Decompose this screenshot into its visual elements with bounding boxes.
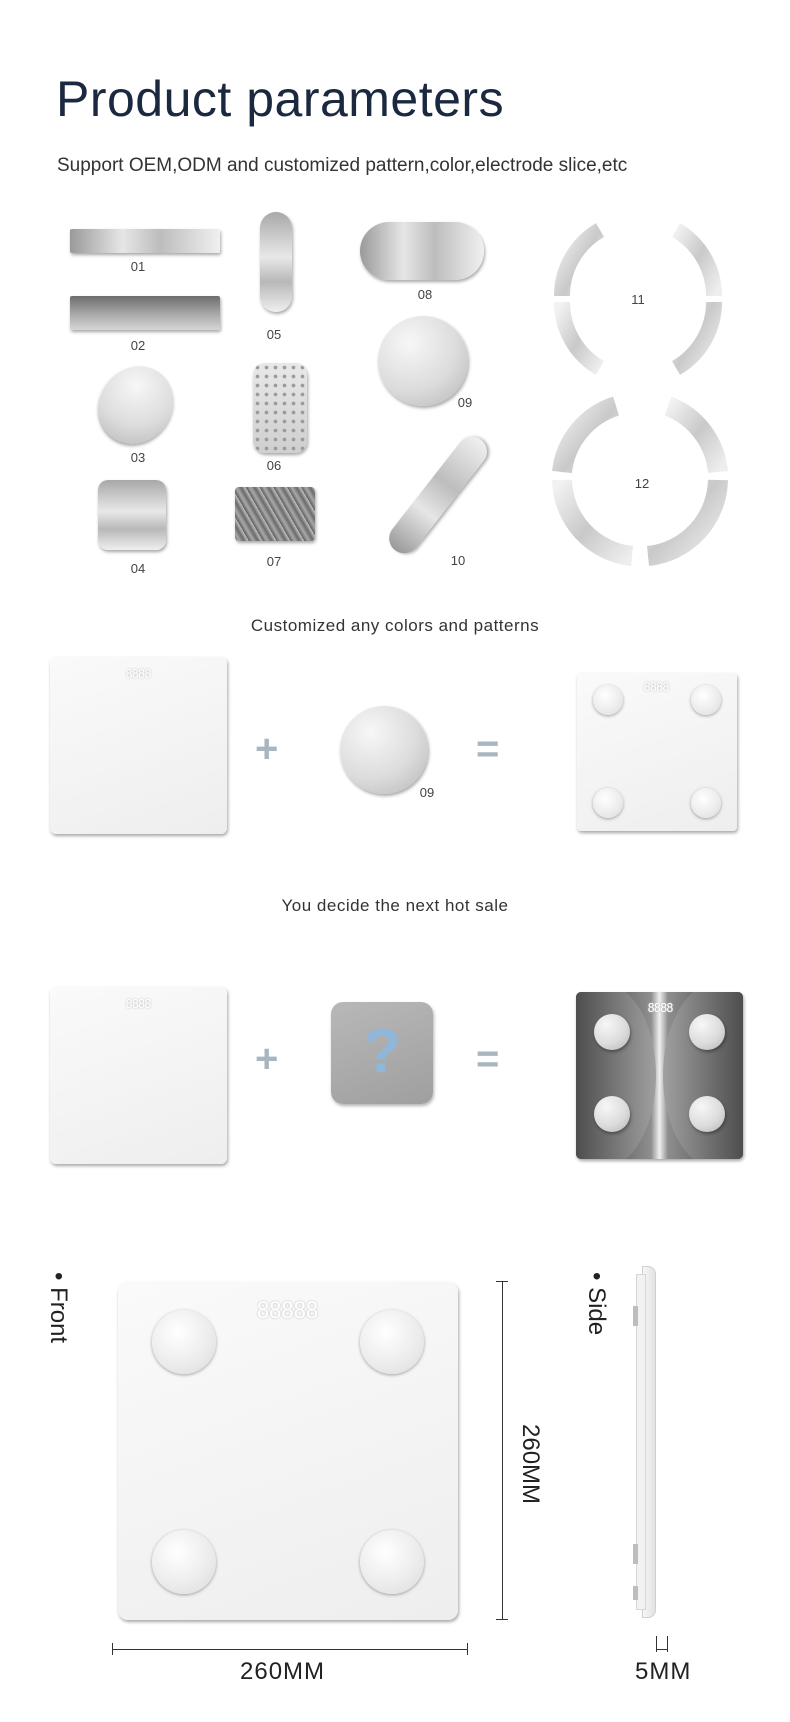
electrode-slice-04 (98, 480, 166, 550)
slice-label-06: 06 (266, 458, 282, 473)
width-dimension-tick (112, 1643, 113, 1655)
slice-label-03: 03 (130, 450, 146, 465)
slice-label-10: 10 (450, 553, 466, 568)
electrode-pad (691, 788, 721, 818)
electrode-pad (689, 1096, 725, 1132)
slice-label-02: 02 (130, 338, 146, 353)
sample-slice-label: 09 (419, 785, 435, 800)
led-display: 8888 (125, 667, 151, 681)
height-dimension-tick (496, 1619, 508, 1620)
height-dimension-line (502, 1281, 503, 1619)
slice-label-08: 08 (417, 287, 433, 302)
electrode-pad (360, 1530, 424, 1594)
width-dimension-tick (467, 1643, 468, 1655)
side-foot (633, 1544, 638, 1564)
equals-sign: = (476, 727, 500, 771)
led-display: 8888 (125, 997, 151, 1011)
slice-label-11: 11 (631, 292, 645, 307)
height-dimension-label: 260MM (517, 1424, 544, 1505)
height-dimension-tick (496, 1281, 508, 1282)
page-title: Product parameters (56, 71, 505, 127)
width-dimension-label: 260MM (240, 1658, 326, 1685)
blank-scale (50, 657, 227, 834)
led-display: 8888 (647, 1001, 673, 1015)
slice-label-07: 07 (266, 554, 282, 569)
led-display: 88888 (256, 1299, 318, 1324)
plus-sign: + (255, 727, 279, 771)
thickness-dimension-tick (667, 1636, 668, 1652)
led-display: 8888 (643, 680, 669, 694)
electrode-pad (593, 685, 623, 715)
mystery-design-tile (331, 1002, 433, 1104)
electrode-slice-02 (70, 296, 220, 330)
custom-pattern-scale (576, 992, 743, 1159)
electrode-slice-06 (253, 363, 307, 453)
slice-label-04: 04 (130, 561, 146, 576)
slice-label-12: 12 (634, 476, 650, 491)
electrode-pad (594, 1096, 630, 1132)
electrode-slice-05 (260, 212, 292, 312)
thickness-dimension-label: 5MM (635, 1658, 692, 1685)
electrode-slice-07 (235, 487, 315, 541)
width-dimension-line (112, 1649, 468, 1650)
blank-scale (50, 987, 227, 1164)
question-mark: ? (363, 1017, 401, 1086)
electrode-slice-03 (84, 352, 189, 459)
page-subtitle: Support OEM,ODM and customized pattern,color,electrode slice,etc (57, 155, 628, 176)
side-view-scale (636, 1266, 668, 1618)
electrode-pad (593, 788, 623, 818)
electrode-pad (152, 1530, 216, 1594)
side-view-label: • Side (583, 1272, 610, 1336)
slice-label-05: 05 (266, 327, 282, 342)
electrode-slice-10 (383, 431, 493, 560)
electrode-slice-09-sample (340, 706, 428, 794)
electrode-pad (689, 1014, 725, 1050)
electrode-pad (691, 685, 721, 715)
equals-sign: = (476, 1037, 500, 1081)
front-view-scale (118, 1282, 458, 1620)
side-foot (633, 1586, 638, 1600)
side-foot (633, 1306, 638, 1326)
slice-label-09: 09 (457, 395, 473, 410)
electrode-pad (594, 1014, 630, 1050)
hot-sale-caption: You decide the next hot sale (281, 896, 509, 915)
slice-label-01: 01 (130, 259, 146, 274)
electrode-pad (360, 1310, 424, 1374)
thickness-dimension-tick (656, 1636, 657, 1652)
front-view-label: • Front (45, 1272, 72, 1344)
electrode-slice-08 (360, 222, 484, 280)
plus-sign: + (255, 1037, 279, 1081)
electrode-pad (152, 1310, 216, 1374)
result-scale (577, 673, 737, 831)
electrode-slice-01 (70, 229, 220, 253)
electrode-slice-09 (378, 316, 468, 406)
colors-caption: Customized any colors and patterns (250, 616, 540, 635)
